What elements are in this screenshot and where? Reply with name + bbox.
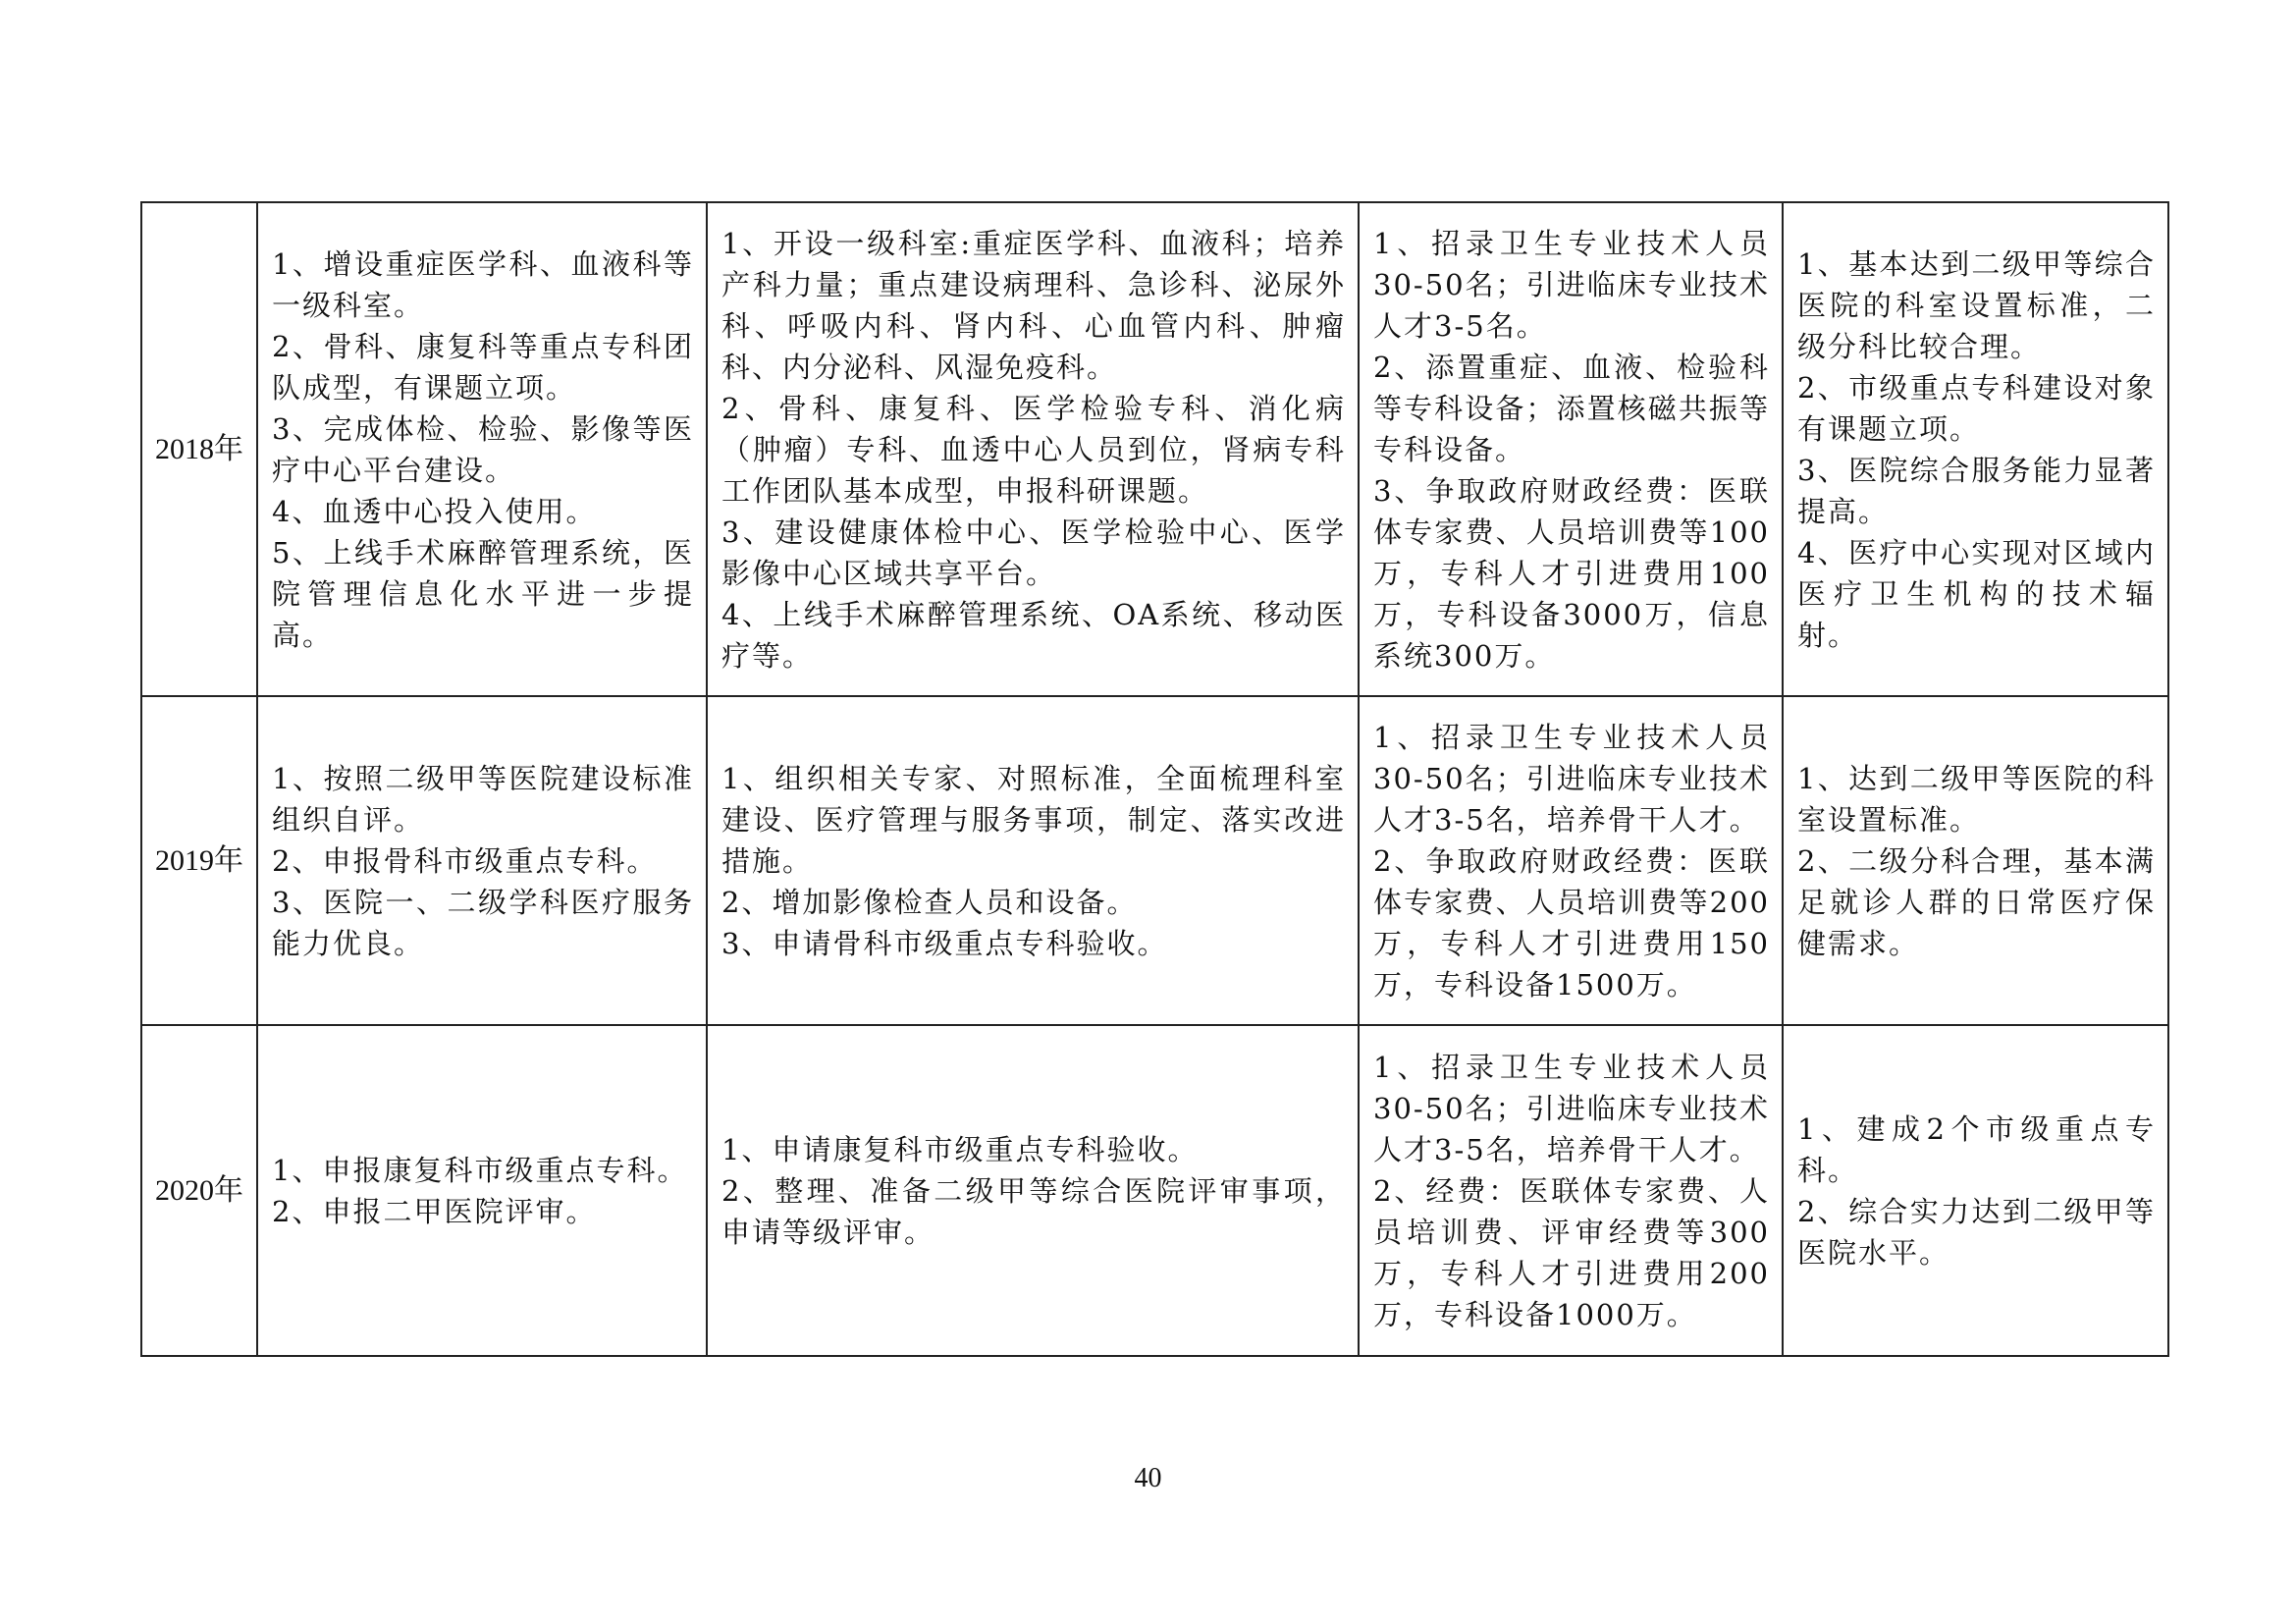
outcome-item: 3、医院综合服务能力显著提高。	[1797, 453, 2156, 528]
page-number: 40	[1134, 1463, 1162, 1493]
table-row	[141, 202, 2168, 696]
table-row	[141, 696, 2168, 1025]
outcome-item: 4、医疗中心实现对区域内医疗卫生机构的技术辐射。	[1797, 535, 2156, 652]
year-cell: 2019年	[141, 696, 257, 1025]
measure-item: 1、申请康复科市级重点专科验收。	[721, 1132, 1199, 1166]
goal-item: 1、申报康复科市级重点专科。	[272, 1153, 688, 1187]
measure-item: 1、开设一级科室:重症医学科、血液科；培养产科力量；重点建设病理科、急诊科、泌尿外科、呼吸内科、肾内科、心血管内科、肿瘤科、内分泌科、风湿免疫科。	[721, 226, 1346, 384]
resource-item: 1、招录卫生专业技术人员30-50名；引进临床专业技术人才3-5名。	[1373, 226, 1770, 343]
goal-item: 1、增设重症医学科、血液科等一级科室。	[272, 246, 694, 322]
goal-item: 2、申报二甲医院评审。	[272, 1194, 597, 1228]
goal-item: 3、完成体检、检验、影像等医疗中心平台建设。	[272, 411, 694, 487]
outcome-item: 2、综合实力达到二级甲等医院水平。	[1797, 1194, 2156, 1270]
outcome-item: 1、达到二级甲等医院的科室设置标准。	[1797, 761, 2156, 837]
resource-item: 2、争取政府财政经费：医联体专家费、人员培训费等200万，专科人才引进费用150万，专科设备1500万。	[1373, 843, 1770, 1001]
resources-cell	[1359, 1025, 1783, 1356]
goals-cell	[257, 202, 707, 696]
measure-item: 3、建设健康体检中心、医学检验中心、医学影像中心区域共享平台。	[721, 514, 1346, 590]
goals-cell	[257, 1025, 707, 1356]
outcome-item: 2、二级分科合理，基本满足就诊人群的日常医疗保健需求。	[1797, 843, 2156, 960]
goal-item: 4、血透中心投入使用。	[272, 494, 597, 528]
outcomes-cell	[1783, 202, 2168, 696]
goal-item: 3、医院一、二级学科医疗服务能力优良。	[272, 885, 694, 960]
resource-item: 1、招录卫生专业技术人员30-50名；引进临床专业技术人才3-5名，培养骨干人才。	[1373, 1050, 1770, 1166]
goal-item: 1、按照二级甲等医院建设标准组织自评。	[272, 761, 694, 837]
outcome-item: 2、市级重点专科建设对象有课题立项。	[1797, 370, 2156, 446]
resources-cell	[1359, 696, 1783, 1025]
resource-item: 2、添置重症、血液、检验科等专科设备；添置核磁共振等专科设备。	[1373, 350, 1770, 466]
goal-item: 2、申报骨科市级重点专科。	[272, 843, 658, 878]
measures-cell	[707, 1025, 1359, 1356]
development-plan-table	[140, 201, 2169, 1357]
table-row	[141, 1025, 2168, 1356]
goals-cell	[257, 696, 707, 1025]
measure-item: 4、上线手术麻醉管理系统、OA系统、移动医疗等。	[721, 597, 1346, 673]
measures-cell	[707, 696, 1359, 1025]
resource-item: 3、争取政府财政经费：医联体专家费、人员培训费等100万，专科人才引进费用100万，专科设备3000万，信息系统300万。	[1373, 473, 1770, 673]
goal-item: 5、上线手术麻醉管理系统，医院管理信息化水平进一步提高。	[272, 535, 694, 652]
outcomes-cell	[1783, 1025, 2168, 1356]
year-cell: 2018年	[141, 202, 257, 696]
measure-item: 3、申请骨科市级重点专科验收。	[721, 926, 1168, 960]
measure-item: 2、整理、准备二级甲等综合医院评审事项，申请等级评审。	[721, 1173, 1346, 1249]
outcome-item: 1、基本达到二级甲等综合医院的科室设置标准，二级分科比较合理。	[1797, 246, 2156, 363]
measure-item: 1、组织相关专家、对照标准，全面梳理科室建设、医疗管理与服务事项，制定、落实改进措施。	[721, 761, 1346, 878]
resource-item: 2、经费：医联体专家费、人员培训费、评审经费等300万，专科人才引进费用200万，专科设备1000万。	[1373, 1173, 1770, 1331]
resource-item: 1、招录卫生专业技术人员30-50名；引进临床专业技术人才3-5名，培养骨干人才。	[1373, 720, 1770, 837]
measures-cell	[707, 202, 1359, 696]
goal-item: 2、骨科、康复科等重点专科团队成型，有课题立项。	[272, 329, 694, 405]
resources-cell	[1359, 202, 1783, 696]
year-cell: 2020年	[141, 1025, 257, 1356]
outcomes-cell	[1783, 696, 2168, 1025]
outcome-item: 1、建成2个市级重点专科。	[1797, 1111, 2156, 1187]
measure-item: 2、骨科、康复科、医学检验专科、消化病（肿瘤）专科、血透中心人员到位，肾病专科工作团队基本成型，申报科研课题。	[721, 391, 1346, 508]
measure-item: 2、增加影像检查人员和设备。	[721, 885, 1138, 919]
